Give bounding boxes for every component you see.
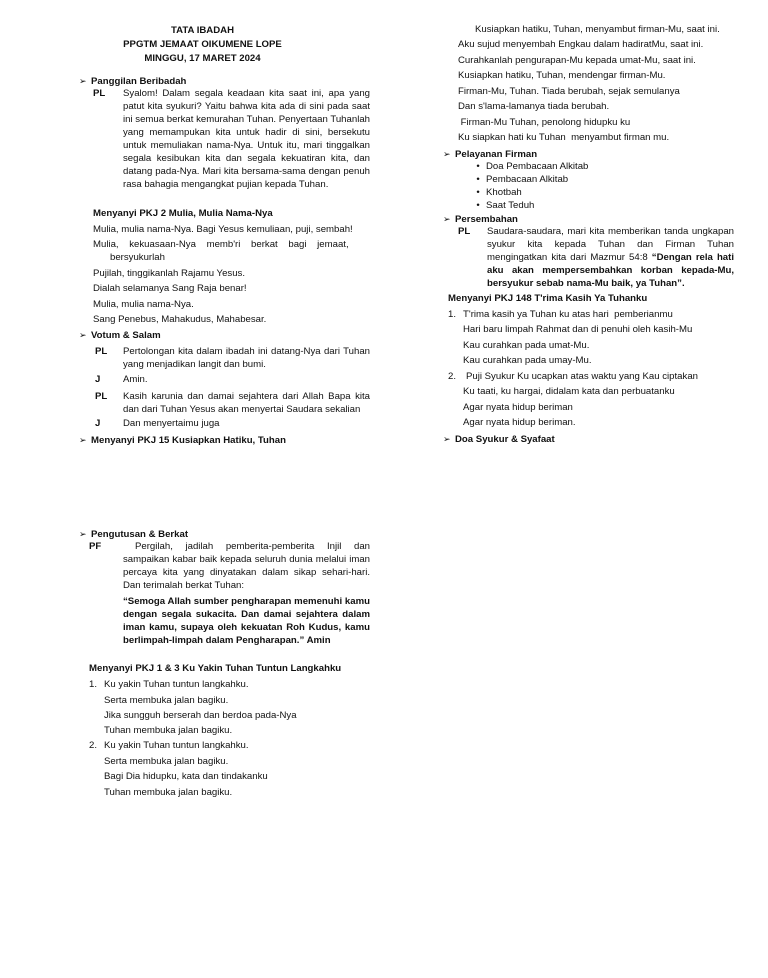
- votum-text: Kasih karunia dan damai sejahtera dari Allah Bapa kita dan dari Tuhan Yesus akan menyertai Saudara sekalian: [123, 391, 370, 415]
- song4-line: Agar nyata hidup beriman: [463, 402, 573, 413]
- song3-line: Bagi Dia hidupku, kata dan tindakanku: [104, 771, 268, 782]
- tag: PL: [95, 391, 108, 402]
- bullet-dot-icon: •: [476, 174, 480, 185]
- song3-line: Serta membuka jalan bagiku.: [104, 756, 229, 767]
- tag-pl: PL: [458, 226, 471, 237]
- song3-number: 1.: [89, 679, 98, 690]
- song4-number: 2.: [448, 371, 457, 382]
- tag-pf: PF: [89, 541, 102, 552]
- list-item-label: Doa Pembacaan Alkitab: [486, 161, 589, 172]
- bullet-dot-icon: •: [476, 200, 480, 211]
- song3-line: Serta membuka jalan bagiku.: [104, 695, 229, 706]
- heading-text: Persembahan: [455, 214, 518, 225]
- section-votum-heading: [79, 329, 161, 342]
- persembahan-text: [487, 225, 734, 290]
- arrowhead-icon: ➢: [443, 434, 451, 444]
- song3-line: Tuhan membuka jalan bagiku.: [104, 725, 233, 736]
- title-line-3: MINGGU, 17 MARET 2024: [144, 53, 261, 64]
- tag-pl: PL: [93, 88, 106, 99]
- title-line-2: PPGTM JEMAAT OIKUMENE LOPE: [123, 39, 282, 50]
- tag: J: [95, 374, 101, 385]
- votum-text: Pertolongan kita dalam ibadah ini datang-Nya dari Tuhan yang menjadikan langit dan bumi.: [123, 346, 370, 370]
- blessing-text: “Semoga Allah sumber pengharapan memenuhi kamu dengan segala sukacita. Dan damai sejahtera dalam iman kamu, supaya oleh kekuatan Roh Kudus, kamu berlimpah-limpah dalam Pengharapan.” Amin: [123, 596, 370, 646]
- song2-line: Firman-Mu, Tuhan. Tiada berubah, sejak semulanya: [458, 86, 680, 97]
- arrowhead-icon: ➢: [79, 435, 87, 445]
- votum-text: Amin.: [123, 374, 148, 385]
- heading-text: Menyanyi PKJ 15 Kusiapkan Hatiku, Tuhan: [91, 435, 286, 446]
- song2-line: Kusiapkan hatiku, Tuhan, menyambut firman-Mu, saat ini.: [475, 24, 720, 35]
- heading-text: Panggilan Beribadah: [91, 76, 187, 87]
- heading-text: Pengutusan & Berkat: [91, 529, 189, 540]
- song1-line: Mulia, kekuasaan-Nya memb'ri berkat bagi jemaat,: [93, 239, 349, 250]
- section-doa-heading: [443, 433, 555, 446]
- persembahan-body: Saudara-saudara, mari kita memberikan tanda ungkapan syukur kita kepada Tuhan dan Firman Tuhan mengingatkan kita dari Mazmur 54:8: [487, 226, 734, 263]
- arrowhead-icon: ➢: [443, 149, 451, 159]
- song2-line: Kusiapkan hatiku, Tuhan, mendengar firman-Mu.: [458, 70, 666, 81]
- song3-line: Tuhan membuka jalan bagiku.: [104, 787, 233, 798]
- document-header: [80, 23, 325, 66]
- song3-title: Menyanyi PKJ 1 & 3 Ku Yakin Tuhan Tuntun Langkahku: [89, 663, 342, 674]
- song1-line: Mulia, mulia nama-Nya. Bagi Yesus kemuliaan, puji, sembah!: [93, 224, 353, 235]
- tag: J: [95, 418, 101, 429]
- song4-title: Menyanyi PKJ 148 T'rima Kasih Ya Tuhanku: [448, 293, 648, 304]
- tag: PL: [95, 346, 108, 357]
- song2-line: Ku siapkan hati ku Tuhan menyambut firman mu.: [458, 132, 670, 143]
- arrowhead-icon: ➢: [79, 330, 87, 340]
- arrowhead-icon: ➢: [79, 529, 87, 539]
- song2-line: Aku sujud menyembah Engkau dalam hadiratMu, saat ini.: [458, 39, 704, 50]
- song4-line: Ku taati, ku hargai, didalam kata dan perbuatanku: [463, 386, 675, 397]
- heading-text: Doa Syukur & Syafaat: [455, 434, 555, 445]
- arrowhead-icon: ➢: [443, 214, 451, 224]
- arrowhead-icon: ➢: [79, 76, 87, 86]
- song2-line: Curahkanlah pengurapan-Mu kepada umat-Mu, saat ini.: [458, 55, 696, 66]
- heading-text: Votum & Salam: [91, 330, 161, 341]
- song3-number: 2.: [89, 740, 98, 751]
- song4-line: Kau curahkan pada umat-Mu.: [463, 340, 590, 351]
- song1-line: Mulia, mulia nama-Nya.: [93, 299, 194, 310]
- song2-line: Dan s'lama-lamanya tiada berubah.: [458, 101, 610, 112]
- persembahan-quote: “Dengan rela hati aku akan mempersembahkan korban kepada-Mu, bersyukur sebab nama-Mu baik, ya Tuhan”.: [487, 252, 735, 289]
- list-item: [470, 174, 568, 186]
- song4-line: T'rima kasih ya Tuhan ku atas hari pemberianmu: [463, 309, 673, 320]
- list-item: [470, 161, 588, 173]
- list-item: [470, 187, 522, 199]
- list-item-label: Khotbah: [486, 187, 522, 198]
- panggilan-text: Syalom! Dalam segala keadaan kita saat ini, apa yang patut kita syukuri? Yaitu bahwa kita ada di sini pada saat ini semua berkat kemurahan Tuhan. Penyertaan Tuhanlah yang memampukan kita untuk hadir di sini, bersekutu untuk memuliakan nama-Nya. Untuk itu, mari tinggalkan segala kesibukan kita dan segala kekuatiran kita, dan datang pada-Nya. Mari kita bersama-sama dengan penuh rasa bahagia mengangkat pujian kepada Tuhan.: [123, 88, 370, 190]
- list-item-label: Pembacaan Alkitab: [486, 174, 569, 185]
- song2-heading: [79, 434, 286, 447]
- song1-line: Pujilah, tinggikanlah Rajamu Yesus.: [93, 268, 246, 279]
- song4-line: Kau curahkan pada umay-Mu.: [463, 355, 592, 366]
- pengutusan-text: Pergilah, jadilah pemberita-pemberita Injil dan sampaikan kabar baik kepada seluruh dunia melalui iman percaya kita yang dinyatakan dalam sikap sehari-hari. Dan terimalah berkat Tuhan:: [123, 541, 370, 591]
- song3-line: Jika sungguh berserah dan berdoa pada-Nya: [104, 710, 297, 721]
- song1-title: Menyanyi PKJ 2 Mulia, Mulia Nama-Nya: [93, 208, 273, 219]
- song4-line: Puji Syukur Ku ucapkan atas waktu yang Kau ciptakan: [466, 371, 698, 382]
- list-item: [470, 200, 534, 212]
- title-line-1: TATA IBADAH: [170, 25, 235, 36]
- heading-text: Pelayanan Firman: [455, 149, 538, 160]
- section-pelayanan-heading: [443, 148, 537, 161]
- song4-line: Agar nyata hidup beriman.: [463, 417, 576, 428]
- song3-line: Ku yakin Tuhan tuntun langkahku.: [104, 740, 249, 751]
- song1-line: bersyukurlah: [110, 252, 165, 263]
- song4-number: 1.: [448, 309, 457, 320]
- bullet-dot-icon: •: [476, 187, 480, 198]
- song4-line: Hari baru limpah Rahmat dan di penuhi oleh kasih-Mu: [463, 324, 693, 335]
- song2-line: Firman-Mu Tuhan, penolong hidupku ku: [458, 117, 631, 128]
- votum-text: Dan menyertaimu juga: [123, 418, 220, 429]
- song3-line: Ku yakin Tuhan tuntun langkahku.: [104, 679, 249, 690]
- bullet-dot-icon: •: [476, 161, 480, 172]
- song1-line: Sang Penebus, Mahakudus, Mahabesar.: [93, 314, 267, 325]
- list-item-label: Saat Teduh: [486, 200, 535, 211]
- song1-line: Dialah selamanya Sang Raja benar!: [93, 283, 247, 294]
